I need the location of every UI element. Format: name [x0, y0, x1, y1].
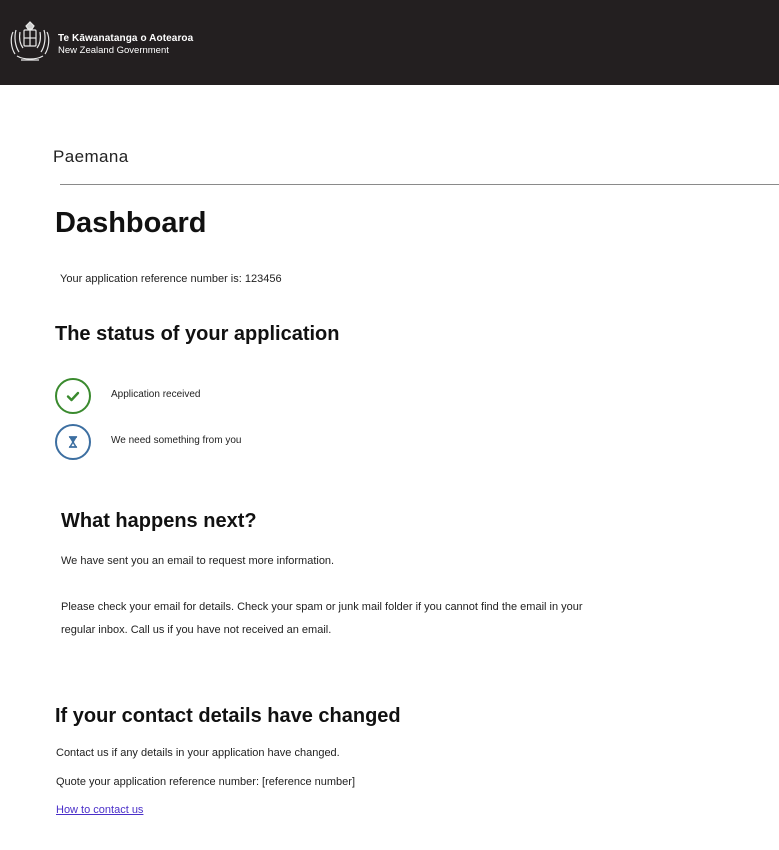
page-title: Dashboard	[55, 207, 207, 239]
reference-number-text: Your application reference number is: 123456	[60, 273, 282, 285]
hourglass-icon	[57, 426, 89, 458]
next-steps-paragraph-1: We have sent you an email to request more information.	[61, 555, 335, 567]
status-label: We need something from you	[111, 435, 242, 446]
status-item-received	[55, 378, 555, 414]
status-label: Application received	[111, 389, 201, 400]
nz-coat-of-arms-icon[interactable]	[7, 20, 53, 64]
how-to-contact-link[interactable]: How to contact us	[56, 804, 144, 816]
next-steps-heading: What happens next?	[61, 510, 257, 532]
checkmark-icon	[57, 380, 89, 412]
status-circle	[55, 424, 91, 460]
contact-instruction: Contact us if any details in your application have changed.	[56, 747, 340, 759]
next-steps-paragraph-2-line-2: regular inbox. Call us if you have not received an email.	[61, 624, 332, 636]
site-name[interactable]: Paemana	[53, 147, 129, 166]
status-circle	[55, 378, 91, 414]
contact-details-heading: If your contact details have changed	[55, 705, 401, 727]
government-header	[0, 0, 779, 85]
government-logo-text	[58, 33, 193, 57]
logo-maori-name: Te Kāwanatanga o Aotearoa	[58, 33, 194, 44]
status-heading: The status of your application	[55, 323, 340, 345]
logo-english-name: New Zealand Government	[58, 45, 169, 56]
header-divider	[60, 184, 779, 185]
status-item-action-needed	[55, 424, 555, 460]
reference-instruction: Quote your application reference number: [reference number]	[56, 776, 355, 788]
next-steps-paragraph-2-line-1: Please check your email for details. Check your spam or junk mail folder if you cannot find the email in your	[61, 601, 583, 613]
